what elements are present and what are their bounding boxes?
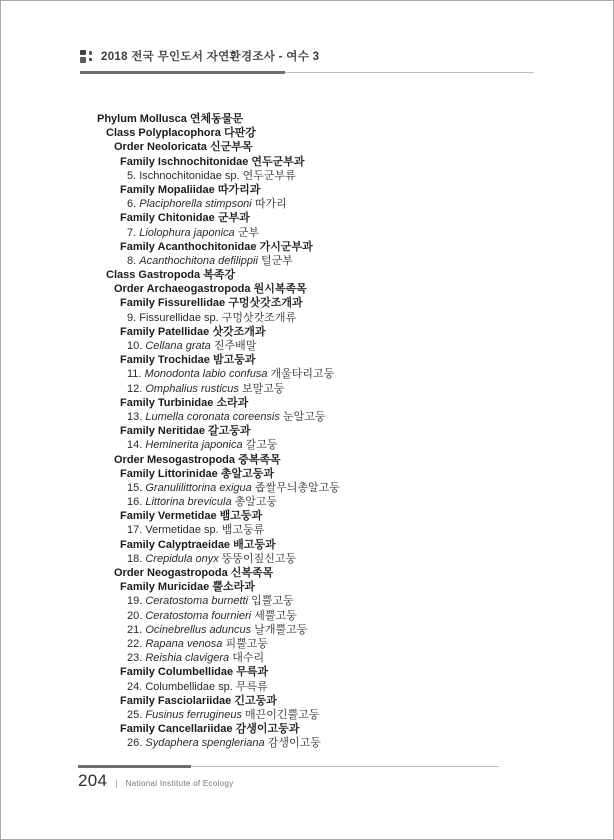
taxon-latin: Family Patellidae xyxy=(120,325,210,338)
species-line xyxy=(1,197,614,211)
taxon-latin: Family Littorinidae xyxy=(120,467,218,480)
korean-name: 입뿔고둥 xyxy=(251,595,294,608)
korean-name: 갈고둥 xyxy=(245,439,278,452)
taxon-latin: Family Neritidae xyxy=(120,425,205,438)
species-number: 22. xyxy=(127,637,143,650)
scientific-name: Liolophura japonica xyxy=(139,226,235,239)
scientific-name: Reishia clavigera xyxy=(145,652,230,665)
species-line xyxy=(1,680,614,694)
species-line xyxy=(1,410,614,424)
family-line xyxy=(1,509,614,523)
korean-name: 개울타리고둥 xyxy=(270,368,335,381)
species-number: 26. xyxy=(127,737,143,750)
korean-name: 뱀고둥과 xyxy=(219,510,263,523)
species-number: 11. xyxy=(127,368,142,381)
report-title: 2018 전국 무인도서 자연환경조사 - 여수 3 xyxy=(101,51,320,63)
scientific-name: Lumella coronata coreensis xyxy=(145,410,280,423)
species-line xyxy=(1,708,614,722)
korean-name: 긴고둥과 xyxy=(234,694,277,707)
species-number: 12. xyxy=(127,382,143,395)
korean-name: 총알고둥 xyxy=(234,496,278,509)
family-line xyxy=(1,296,614,310)
scientific-name: Monodonta labio confusa xyxy=(144,368,268,381)
species-line xyxy=(1,481,614,495)
korean-name: 원시복족목 xyxy=(253,283,307,296)
species-number: 23. xyxy=(127,652,143,665)
scientific-name: Acanthochitona defilippii xyxy=(139,254,258,267)
taxon-latin: Order Mesogastropoda xyxy=(114,453,236,466)
taxon-latin: Order Archaeogastropoda xyxy=(114,283,251,296)
korean-name: 뚱뚱이짚신고둥 xyxy=(221,552,297,565)
family-line xyxy=(1,240,614,254)
species-line xyxy=(1,552,614,566)
species-line xyxy=(1,169,614,183)
family-line xyxy=(1,538,614,552)
family-line xyxy=(1,396,614,410)
family-line xyxy=(1,183,614,197)
korean-name: 뱀고둥류 xyxy=(221,524,265,537)
species-line xyxy=(1,637,614,651)
korean-name: 배고둥과 xyxy=(233,538,276,551)
family-line xyxy=(1,325,614,339)
korean-name: 가시군부과 xyxy=(259,240,313,253)
family-line xyxy=(1,353,614,367)
taxon-latin: Family Cancellariidae xyxy=(120,723,233,736)
species-number: 6. xyxy=(127,198,137,211)
korean-name: 진주배말 xyxy=(213,340,257,352)
scientific-name: Rapana venosa xyxy=(145,637,223,650)
korean-name: 총알고둥과 xyxy=(220,467,274,480)
korean-name: 연두군부류 xyxy=(242,169,296,182)
korean-name: 날개뿔고둥 xyxy=(254,623,308,636)
species-number: 20. xyxy=(127,609,143,622)
species-line xyxy=(1,438,614,452)
species-number: 8. xyxy=(127,254,137,267)
family-line xyxy=(1,722,614,736)
scientific-name: Columbellidae sp. xyxy=(145,680,233,693)
korean-name: 뿔소라과 xyxy=(212,581,255,594)
taxon-latin: Family Chitonidae xyxy=(120,212,215,225)
footer-separator: | xyxy=(115,778,118,788)
species-number: 21. xyxy=(127,623,143,636)
family-line xyxy=(1,467,614,481)
korean-name: 군부 xyxy=(237,226,259,239)
species-number: 9. xyxy=(127,311,137,324)
publisher-name: National Institute of Ecology xyxy=(125,779,234,788)
species-line xyxy=(1,736,614,750)
species-number: 15. xyxy=(127,481,143,494)
taxon-latin: Order Neoloricata xyxy=(114,141,207,154)
page-number: 204 xyxy=(78,771,108,790)
korean-name: 복족강 xyxy=(203,269,236,282)
species-line xyxy=(1,523,614,537)
class-line xyxy=(1,126,614,140)
korean-name: 매끈이긴뿔고둥 xyxy=(245,708,320,721)
species-line xyxy=(1,594,614,608)
species-number: 14. xyxy=(127,439,143,452)
species-number: 19. xyxy=(127,595,143,608)
scientific-name: Cellana grata xyxy=(145,340,211,352)
taxon-latin: Family Acanthochitonidae xyxy=(120,240,257,253)
korean-name: 군부과 xyxy=(217,212,250,225)
korean-name: 신군부목 xyxy=(209,141,253,154)
species-line xyxy=(1,651,614,665)
korean-name: 연체동물문 xyxy=(189,113,244,125)
dots-grid-icon xyxy=(80,50,93,63)
species-line xyxy=(1,495,614,509)
species-number: 18. xyxy=(127,552,143,565)
species-line xyxy=(1,609,614,623)
species-number: 25. xyxy=(127,708,143,721)
taxon-latin: Family Calyptraeidae xyxy=(120,538,231,551)
taxon-latin: Family Trochidae xyxy=(120,354,210,367)
korean-name: 구멍삿갓조개과 xyxy=(228,297,303,310)
species-number: 13. xyxy=(127,410,143,423)
page-header xyxy=(80,48,319,64)
species-number: 17. xyxy=(127,524,143,537)
footer-rule-dark xyxy=(78,765,191,768)
taxon-latin: Order Neogastropoda xyxy=(114,567,228,579)
species-number: 7. xyxy=(127,226,137,239)
taxon-latin: Family Columbellidae xyxy=(120,666,234,679)
taxon-latin: Class Polyplacophora xyxy=(106,127,221,140)
scientific-name: Ocinebrellus aduncus xyxy=(145,623,252,636)
taxon-latin: Family Fissurellidae xyxy=(120,297,226,310)
species-line xyxy=(1,623,614,637)
order-line xyxy=(1,282,614,296)
korean-name: 눈알고둥 xyxy=(282,410,326,423)
species-number: 10. xyxy=(127,340,143,352)
class-line xyxy=(1,268,614,282)
family-line xyxy=(1,155,614,169)
korean-name: 연두군부과 xyxy=(251,155,305,168)
korean-name: 감생이고둥 xyxy=(267,737,321,750)
taxon-latin: Family Turbinidae xyxy=(120,396,214,409)
scientific-name: Crepidula onyx xyxy=(145,552,219,565)
order-line xyxy=(1,566,614,580)
korean-name: 피뿔고둥 xyxy=(225,637,268,650)
scientific-name: Omphalius rusticus xyxy=(145,382,239,395)
species-line xyxy=(1,367,614,381)
korean-name: 중복족목 xyxy=(238,453,281,466)
phylum-line xyxy=(1,112,614,126)
scientific-name: Ceratostoma fournieri xyxy=(145,609,252,622)
order-line xyxy=(1,453,614,467)
taxonomy-list xyxy=(1,112,614,750)
taxon-latin: Class Gastropoda xyxy=(106,269,201,282)
scientific-name: Littorina brevicula xyxy=(145,496,232,509)
scientific-name: Vermetidae sp. xyxy=(145,524,219,537)
species-line xyxy=(1,339,614,353)
scientific-name: Ceratostoma burnetti xyxy=(145,595,249,608)
taxon-latin: Family Fasciolariidae xyxy=(120,694,232,707)
scientific-name: Sydaphera spengleriana xyxy=(145,737,265,750)
korean-name: 신복족목 xyxy=(230,567,274,579)
korean-name: 보말고둥 xyxy=(241,382,285,395)
taxon-latin: Phylum Mollusca xyxy=(97,113,187,125)
korean-name: 다판강 xyxy=(224,127,256,140)
korean-name: 밤고둥과 xyxy=(212,354,256,367)
scientific-name: Fissurellidae sp. xyxy=(139,311,219,324)
korean-name: 무륵과 xyxy=(236,666,269,679)
species-number: 5. xyxy=(127,169,137,182)
korean-name: 갈고둥과 xyxy=(208,425,251,438)
korean-name: 대수리 xyxy=(232,652,265,665)
family-line xyxy=(1,665,614,679)
korean-name: 무륵류 xyxy=(235,680,268,693)
taxon-latin: Family Ischnochitonidae xyxy=(120,155,249,168)
taxon-latin: Family Vermetidae xyxy=(120,510,217,523)
order-line xyxy=(1,140,614,154)
korean-name: 털군부 xyxy=(260,254,293,267)
korean-name: 따가리과 xyxy=(217,183,261,196)
korean-name: 세뿔고둥 xyxy=(254,609,297,622)
scientific-name: Ischnochitonidae sp. xyxy=(139,169,240,182)
family-line xyxy=(1,694,614,708)
scientific-name: Fusinus ferrugineus xyxy=(145,708,242,721)
korean-name: 감생이고둥과 xyxy=(235,723,300,736)
header-rule-dark xyxy=(80,71,285,74)
scientific-name: Heminerita japonica xyxy=(145,439,243,452)
korean-name: 좁쌀무늬총알고둥 xyxy=(254,481,340,494)
species-line xyxy=(1,382,614,396)
species-line xyxy=(1,254,614,268)
page-footer xyxy=(78,771,233,791)
species-number: 24. xyxy=(127,680,143,693)
species-line xyxy=(1,226,614,240)
korean-name: 삿갓조개과 xyxy=(212,325,266,338)
scientific-name: Placiphorella stimpsoni xyxy=(139,198,252,211)
korean-name: 구멍삿갓조개류 xyxy=(221,311,297,324)
taxon-latin: Family Muricidae xyxy=(120,581,210,594)
family-line xyxy=(1,211,614,225)
korean-name: 따가리 xyxy=(254,198,287,211)
species-line xyxy=(1,311,614,325)
taxon-latin: Family Mopaliidae xyxy=(120,183,215,196)
species-number: 16. xyxy=(127,496,143,509)
scientific-name: Granulilittorina exigua xyxy=(145,481,252,494)
korean-name: 소라과 xyxy=(216,396,249,409)
family-line xyxy=(1,580,614,594)
family-line xyxy=(1,424,614,438)
